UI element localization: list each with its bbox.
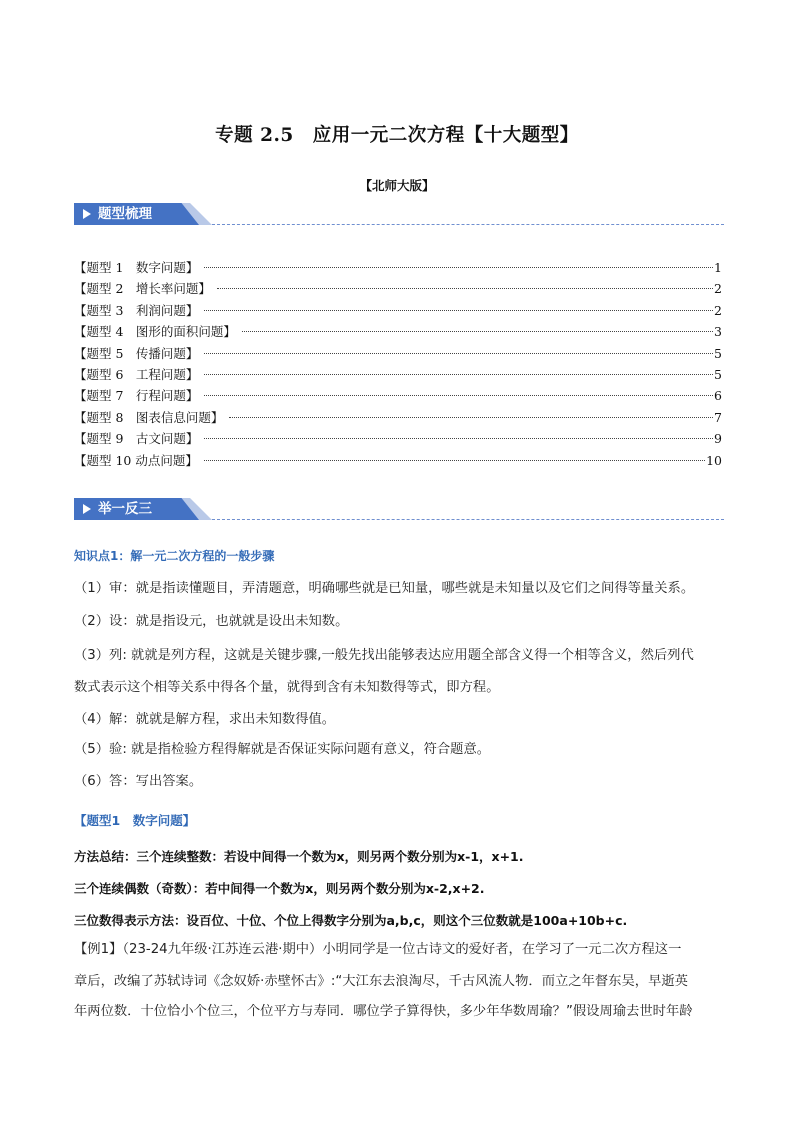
toc-item-page: 6 [714,388,722,404]
banner-divider [212,519,724,520]
play-triangle-icon [83,504,91,514]
toc-item[interactable] [74,278,722,299]
step-line: （2）设：就是指设元，也就就是设出未知数。 [74,614,349,629]
step-line: 数式表示这个相等关系中得各个量，就得到含有未知数得等式，即方程。 [74,680,500,695]
step-line: （4）解：就就是解方程，求出未知数得值。 [74,712,336,727]
toc-item-page: 2 [714,302,722,318]
knowledge-heading: 知识点1：解一元二次方程的一般步骤 [74,549,275,563]
toc-item-page: 1 [714,260,722,275]
toc-leader [204,438,713,439]
toc-item[interactable] [74,257,722,278]
step-line: （3）列: 就就是列方程，这就是关键步骤,一般先找出能够表达应用题全部含义得一个相等含义，然后列代 [74,648,694,663]
toc-item[interactable] [74,343,722,364]
toc-leader [204,310,713,311]
toc-item[interactable] [74,321,722,342]
toc-item-label: 【题型 10 动点问题】 [74,452,198,468]
toc-item-page: 5 [714,345,722,361]
step-line: （5）验: 就是指检验方程得解就是否保证实际问题有意义，符合题意。 [74,742,491,757]
toc-item[interactable] [74,450,722,471]
toc-leader [204,374,713,375]
toc-item[interactable] [74,407,722,428]
toc-item[interactable] [74,364,722,385]
banner-label: 题型梳理 [98,206,152,222]
toc-item-label: 【题型 6 工程问题】 [74,366,199,382]
toc-item-label: 【题型 9 古文问题】 [74,431,199,447]
edition-label: 【北师大版】 [359,178,435,193]
banner-label: 举一反三 [98,501,152,517]
method-summary-line: 三个连续偶数（奇数）：若中间得一个数为x，则另两个数分别为x-2,x+2. [74,881,485,896]
toc-item-label: 【题型 4 图形的面积问题】 [74,324,236,340]
banner-divider [212,224,724,225]
table-of-contents [74,257,722,471]
toc-item-label: 【题型 1 数字问题】 [74,260,199,275]
toc-leader [204,353,713,354]
toc-leader [217,288,713,289]
toc-item-page: 10 [706,452,722,468]
toc-item-label: 【题型 7 行程问题】 [74,388,199,404]
toc-item-label: 【题型 5 传播问题】 [74,345,199,361]
toc-item-page: 3 [714,324,722,340]
toc-leader [242,331,713,332]
toc-leader [229,417,713,418]
method-summary-line: 方法总结：三个连续整数：若设中间得一个数为x，则另两个数分别为x-1，x+1. [74,849,524,864]
toc-item-label: 【题型 3 利润问题】 [74,302,199,318]
step-line: （1）审：就是指读懂题目，弄清题意，明确哪些就是已知量，哪些就是未知量以及它们之间得等量关系。 [74,581,695,596]
toc-item[interactable] [74,300,722,321]
toc-item-label: 【题型 8 图表信息问题】 [74,409,224,425]
page-title: 专题 2.5 应用一元二次方程【十大题型】 [215,125,579,146]
method-summary-line: 三位数得表示方法：设百位、十位、个位上得数字分别为a,b,c，则这个三位数就是100a+10b+c. [74,913,628,928]
toc-item[interactable] [74,385,722,406]
example-line: 年两位数．十位恰小个位三，个位平方与寿同．哪位学子算得快，多少年华数周瑜？”假设周瑜去世时年龄 [74,1004,693,1019]
practice-banner [74,498,724,520]
step-line: （6）答：写出答案。 [74,774,203,789]
toc-leader [204,460,705,461]
type-1-heading: 【题型1 数字问题】 [74,813,196,828]
toc-leader [204,267,713,268]
toc-item-page: 2 [714,281,722,297]
toc-leader [204,395,713,396]
example-line: 【例1】（23-24九年级·江苏连云港·期中）小明同学是一位古诗文的爱好者，在学习了一元二次方程这一 [74,942,682,957]
toc-item-page: 5 [714,366,722,382]
toc-item[interactable] [74,428,722,449]
toc-item-page: 9 [714,431,722,447]
toc-item-page: 7 [714,409,722,425]
toc-banner [74,203,724,225]
play-triangle-icon [83,209,91,219]
example-line: 章后，改编了苏轼诗词《念奴娇·赤壁怀古》:“大江东去浪淘尽，千古风流人物．而立之年督东吴，早逝英 [74,974,688,989]
toc-item-label: 【题型 2 增长率问题】 [74,281,211,297]
